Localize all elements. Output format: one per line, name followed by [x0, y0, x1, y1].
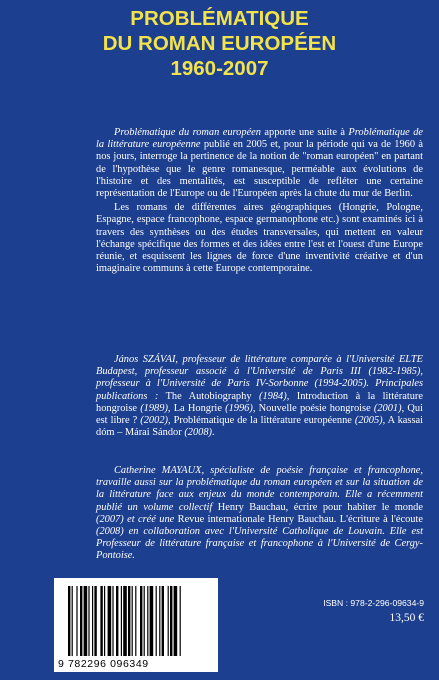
- barcode-bar: [116, 586, 118, 656]
- barcode-bar: [104, 586, 105, 656]
- barcode-bar: [170, 586, 172, 656]
- title-line-1: PROBLÉMATIQUE: [130, 7, 309, 30]
- barcode-bar: [80, 586, 82, 656]
- barcode-bar: [135, 586, 136, 656]
- barcode-bar: [88, 586, 89, 656]
- barcode-bar: [72, 586, 73, 656]
- book-title: [0, 6, 439, 81]
- title-line-3: 1960-2007: [170, 57, 269, 80]
- author-bio-mayaux: Catherine MAYAUX, spécialiste de poésie française et francophone, travaille aussi sur la problématique du roman européen et sur la situation de la littérature face aux enjeux du monde contemporain. Elle a récemment publié un volume collectif Henry Bauchau, écrire pour habiter le monde (2007) et créé une Revue internationale Henry Bauchau. L'écriture à l'écoute (2008) en collaboration avec l'Université Catholique de Louvain. Elle est Professeur de littérature française et francophone à l'Université de Cergy-Pontoise.: [96, 465, 423, 562]
- barcode-bar: [150, 586, 154, 656]
- barcode-bar: [84, 586, 88, 656]
- barcode-bar: [174, 586, 178, 656]
- description-paragraph-1: Problématique du roman européen apporte une suite à Problématique de la littérature européenne publié en 2005 et, pour la période qui va de 1960 à nos jours, interroge la pertinence de la notion de "roman européen" en partant de l'hypothèse que le genre romanesque, perméable aux évolutions de l'histoire et des mentalités, est susceptible de refléter une certaine représentation de l'Europe ou de l'Européen après la chute du mur de Berlin.: [96, 127, 424, 200]
- barcode-bars: [54, 578, 218, 658]
- barcode-bar: [156, 586, 157, 656]
- barcode-bar: [76, 586, 77, 656]
- barcode-bar: [121, 586, 122, 656]
- barcode-bar: [144, 586, 145, 656]
- barcode-bar: [180, 586, 181, 656]
- barcode-bar: [112, 586, 113, 656]
- title-line-2: DU ROMAN EUROPÉEN: [102, 32, 337, 55]
- barcode-bar: [94, 586, 96, 656]
- barcode-bar: [132, 586, 133, 656]
- barcode-bar: [140, 586, 142, 656]
- isbn: ISBN : 978-2-296-09634-9: [323, 598, 424, 608]
- barcode-bar: [123, 586, 127, 656]
- barcode-bar: [68, 586, 70, 656]
- barcode-bar: [159, 586, 160, 656]
- barcode-bar: [108, 586, 112, 656]
- price: 13,50 €: [389, 612, 424, 624]
- barcode-bar: [128, 586, 130, 656]
- barcode-bar: [162, 586, 164, 656]
- barcode-bar: [92, 586, 93, 656]
- description-paragraph-2: Les romans de différentes aires géographiques (Hongrie, Pologne, Espagne, espace francophone, espace germanophone etc.) sont examinés ici à travers des synthèses ou des études transversales, qui mettent en valeur l'échange spécifique des formes et des idées entre l'est et l'ouest d'une Europe réunie, et esquissent les lignes de force d'une inventivité créative et d'un imaginaire communs à cette Europe contemporaine.: [96, 202, 423, 275]
- book-description: [96, 127, 423, 275]
- barcode: [54, 578, 218, 672]
- barcode-bar: [168, 586, 169, 656]
- barcode-digits: 9 782296 096349: [58, 658, 149, 670]
- barcode-bar: [100, 586, 102, 656]
- barcode-bar: [147, 586, 148, 656]
- author-bio-szavai: János SZÁVAI, professeur de littérature comparée à l'Université ELTE Budapest, professeur associé à l'Université de Paris III (1982-1985), professeur à l'Université de Paris IV-Sorbonne (1994-2005). Principales publications : The Autobiography (1984), Introduction à la littérature hongroise (1989), La Hongrie (1996), Nouvelle poésie hongroise (2001), Qui est libre ? (2002), Problématique de la littérature européenne (2005), A kassai dóm – Márai Sándor (2008).: [96, 354, 424, 439]
